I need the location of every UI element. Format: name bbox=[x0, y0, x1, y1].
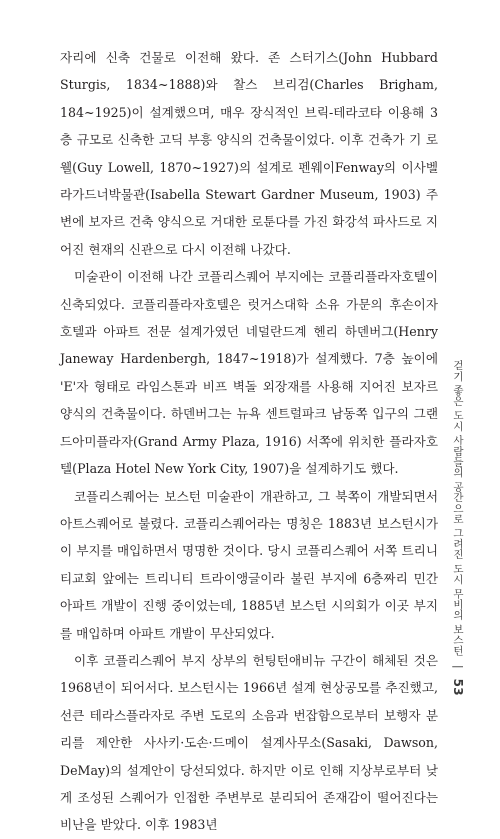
running-head bbox=[451, 360, 466, 696]
paragraph-3: 코플리스퀘어는 보스턴 미술관이 개관하고, 그 북쪽이 개발되면서 아트스퀘어로 불렸다. 코플리스퀘어라는 명칭은 1883년 보스턴시가 이 부지를 매입하면서 명명한 것이다. 당시 코플리스퀘어 서쪽 트리니티교회 앞에는 트리니티 트라이앵글이라 불린 부지에 6층짜리 민간 아파트 개발이 진행 중이었는데, 1885년 보스턴 시의회가 이곳 부지를 매입하며 아파트 개발이 무산되었다. bbox=[60, 488, 438, 641]
page-number: 53 bbox=[451, 678, 465, 696]
running-head-separator: | bbox=[452, 665, 464, 670]
running-head-title: 걷기 좋은 도시 사람들의 공간으로 그려진 도시 무비의 보스턴 bbox=[452, 360, 464, 656]
paragraph-4: 이후 코플리스퀘어 부지 상부의 헌팅턴애비뉴 구간이 해체된 것은 1968년이 되어서다. 보스턴시는 1966년 설계 현상공모를 추진했고, 선큰 테라스플라자로 주변 도로의 소음과 번잡함으로부터 보행자 분리를 제안한 사사키·도손·드메이 설계사무소(Sasaki, Dawson, DeMay)의 설계안이 당선되었다. 하지만 이로 인해 지상부로부터 낮게 조성된 스퀘어가 인접한 주변부로 분리되어 존재감이 떨어진다는 비난을 받았다. 이후 1983년 bbox=[60, 652, 438, 833]
paragraph-2: 미술관이 이전해 나간 코플리스퀘어 부지에는 코플리플라자호텔이 신축되었다. 코플리플라자호텔은 럿거스대학 소유 가문의 후손이자 호텔과 아파트 전문 설계가였던 네덜란드계 헨리 하덴버그(Henry Janeway Hardenbergh, 1847~1918)가 설계했다. 7층 높이에 'E'자 형태로 라임스톤과 비프 벽돌 외장재를 사용해 지어진 보자르 양식의 건축물이다. 하덴버그는 뉴욕 센트럴파크 남동쪽 입구의 그랜드아미플라자(Grand Army Plaza, 1916) 서쪽에 위치한 플라자호텔(Plaza Hotel New York City, 1907)을 설계하기도 했다. bbox=[60, 269, 438, 477]
page-body bbox=[60, 44, 438, 839]
paragraph-1: 자리에 신축 건물로 이전해 왔다. 존 스터기스(John Hubbard Sturgis, 1834~1888)와 찰스 브리검(Charles Brigham, 184~1925)이 설계했으며, 매우 장식적인 브릭-테라코타 이용해 3층 규모로 신축한 고딕 부흥 양식의 건축물이었다. 이후 건축가 기 로웰(Guy Lowell, 1870~1927)의 설계로 펜웨이Fenway의 이사벨라가드너박물관(Isabella Stewart Gardner Museum, 1903) 주변에 보자르 건축 양식으로 거대한 로툰다를 가진 화강석 파사드로 지어진 현재의 신관으로 다시 이전해 나갔다. bbox=[60, 50, 438, 257]
